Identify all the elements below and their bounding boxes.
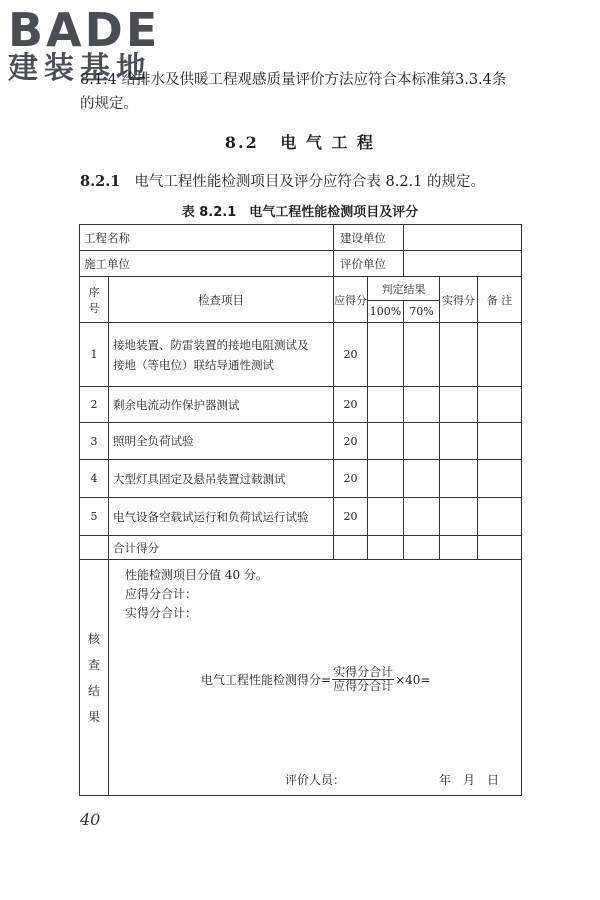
info-row-1 [80, 225, 522, 251]
row-pct70 [404, 423, 440, 460]
total-pct100 [368, 536, 404, 560]
row-actual [440, 460, 478, 498]
table-row [80, 323, 522, 387]
header-no: 序号 [80, 277, 109, 323]
header-actual-score: 实得分 [440, 277, 478, 323]
row-item: 电气设备空载试运行和负荷试运行试验 [109, 498, 334, 536]
section-title [0, 130, 600, 153]
total-actual [440, 536, 478, 560]
row-pct70 [404, 498, 440, 536]
info-row-2 [80, 251, 522, 277]
formula-suffix: ×40= [395, 672, 431, 687]
total-remarks [478, 536, 522, 560]
header-pct100: 100% [368, 301, 404, 323]
result-line1: 性能检测项目分值 40 分。 [125, 568, 268, 582]
row-no: 4 [80, 460, 109, 498]
row-no: 1 [80, 323, 109, 387]
row-remarks [478, 323, 522, 387]
evaluator-unit-value [404, 251, 522, 277]
row-remarks [478, 498, 522, 536]
result-label-cell [80, 560, 109, 796]
total-no [80, 536, 109, 560]
project-name-label: 工程名称 [84, 230, 130, 245]
formula-denominator: 应得分合计 [333, 679, 394, 693]
row-item-line2: 接地（等电位）联结导通性测试 [113, 357, 274, 372]
header-item: 检查项目 [109, 277, 334, 323]
builder-label: 施工单位 [84, 256, 130, 271]
header-judgement: 判定结果 [368, 277, 440, 301]
result-row [80, 560, 522, 796]
table-row [80, 498, 522, 536]
builder-cell [80, 251, 334, 277]
construction-unit-value [404, 225, 522, 251]
row-actual [440, 498, 478, 536]
header-remarks: 备 注 [478, 277, 522, 323]
row-remarks [478, 460, 522, 498]
row-score: 20 [334, 423, 368, 460]
construction-unit-label: 建设单位 [340, 230, 386, 245]
header-row-1 [80, 277, 522, 301]
row-item: 剩余电流动作保护器测试 [109, 387, 334, 423]
formula-prefix: 电气工程性能检测得分= [201, 673, 332, 687]
score-formula [201, 666, 430, 693]
construction-unit-label-cell [334, 225, 404, 251]
row-pct70 [404, 323, 440, 387]
row-pct100 [368, 460, 404, 498]
page-number: 40 [80, 810, 101, 829]
table-row [80, 387, 522, 423]
evaluator-label: 评价人员： [285, 773, 346, 787]
row-no: 2 [80, 387, 109, 423]
formula-numerator: 实得分合计 [333, 665, 394, 679]
row-score: 20 [334, 323, 368, 387]
evaluator-unit-label-cell [334, 251, 404, 277]
date-label: 年 月 日 [439, 773, 500, 787]
logo-cn-text: 建装基地 [8, 51, 152, 86]
row-score: 20 [334, 498, 368, 536]
row-pct70 [404, 387, 440, 423]
row-item: 照明全负荷试验 [109, 423, 334, 460]
result-label: 核查结果 [87, 631, 100, 724]
row-actual [440, 423, 478, 460]
header-due-score: 应得分 [334, 277, 368, 323]
row-score: 20 [334, 387, 368, 423]
row-pct100 [368, 323, 404, 387]
formula-fraction [332, 666, 394, 693]
row-item [109, 323, 334, 387]
project-name-cell [80, 225, 334, 251]
row-pct100 [368, 498, 404, 536]
logo-brand-text: BADE [8, 3, 161, 57]
paragraph-8-1-4: 8.1.4 给排水及供暖工程观感质量评价方法应符合本标准第3.3.4条的规定。 [80, 72, 507, 112]
clause-number: 8.2.1 [80, 173, 121, 190]
row-score: 20 [334, 460, 368, 498]
result-line2: 应得分合计： [125, 587, 198, 601]
row-remarks [478, 423, 522, 460]
clause-text: 电气工程性能检测项目及评分应符合表 8.2.1 的规定。 [134, 174, 485, 190]
result-content [109, 560, 522, 796]
table-row [80, 423, 522, 460]
performance-table [79, 224, 522, 796]
row-pct100 [368, 423, 404, 460]
row-no: 5 [80, 498, 109, 536]
header-pct70: 70% [404, 301, 440, 323]
evaluator-unit-label: 评价单位 [340, 256, 386, 271]
result-line3: 实得分合计： [125, 606, 198, 620]
total-row [80, 536, 522, 560]
row-no: 3 [80, 423, 109, 460]
row-pct100 [368, 387, 404, 423]
table-title: 表 8.2.1 电气工程性能检测项目及评分 [181, 205, 419, 220]
row-pct70 [404, 460, 440, 498]
total-pct70 [404, 536, 440, 560]
clause-8-2-1 [80, 170, 520, 194]
row-item: 大型灯具固定及悬吊装置过载测试 [109, 460, 334, 498]
row-item-line1: 接地装置、防雷装置的接地电阻测试及 [113, 337, 309, 352]
total-score [334, 536, 368, 560]
row-actual [440, 387, 478, 423]
row-actual [440, 323, 478, 387]
total-label: 合计得分 [109, 536, 334, 560]
row-remarks [478, 387, 522, 423]
section-name: 电 气 工 程 [280, 133, 376, 152]
section-number: 8.2 [224, 133, 259, 152]
table-row [80, 460, 522, 498]
